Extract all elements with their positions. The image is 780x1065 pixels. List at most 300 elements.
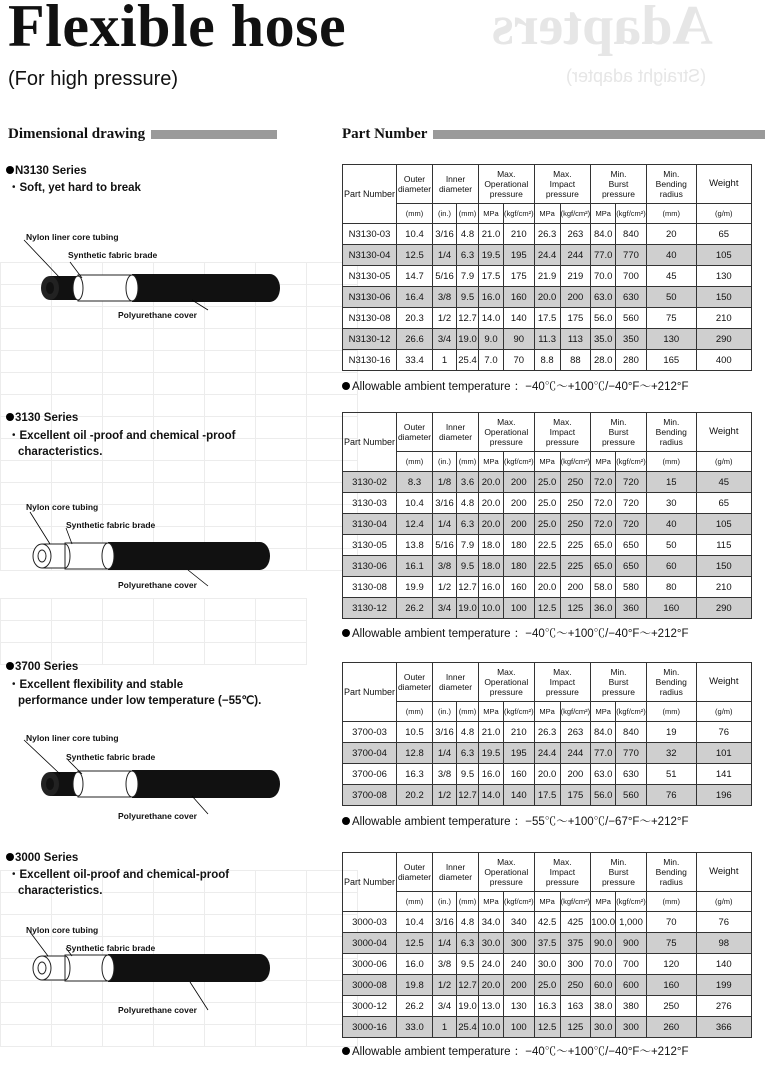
series-title [6, 852, 78, 864]
part-number-cell: 3130-03 [343, 493, 397, 514]
part-number-cell: 3130-04 [343, 514, 397, 535]
value-cell: 11.3 [534, 329, 560, 350]
value-cell: 1 [433, 1017, 457, 1038]
value-cell: 9.0 [479, 329, 504, 350]
value-cell: 195 [504, 245, 535, 266]
unit-cell: (mm) [646, 702, 696, 722]
table-row [343, 722, 752, 743]
spec-table [342, 662, 752, 806]
value-cell: 199 [696, 975, 751, 996]
series-description [8, 677, 261, 709]
desc-line: ・Excellent oil -proof and chemical -proof [8, 430, 236, 442]
part-number-cell: 3000-04 [343, 933, 397, 954]
value-cell: 10.4 [397, 912, 433, 933]
value-cell: 20.3 [397, 308, 433, 329]
header-bending-radius [646, 413, 696, 452]
unit-cell: (in.) [433, 892, 457, 912]
value-cell: 25.0 [534, 493, 560, 514]
value-cell: 63.0 [591, 764, 616, 785]
table-row [343, 743, 752, 764]
value-cell: 36.0 [591, 598, 616, 619]
series-name: 3130 Series [15, 412, 79, 424]
value-cell: 56.0 [591, 308, 616, 329]
value-cell: 160 [646, 975, 696, 996]
value-cell: 25.4 [457, 350, 479, 371]
value-cell: 1 [433, 350, 457, 371]
value-cell: 98 [696, 933, 751, 954]
value-cell: 200 [560, 577, 591, 598]
header-line: Max. [553, 667, 572, 677]
value-cell: 4.8 [457, 493, 479, 514]
value-cell: 10.0 [479, 1017, 504, 1038]
desc-line: performance under low temperature (−55℃). [18, 695, 262, 707]
value-cell: 580 [616, 577, 647, 598]
value-cell: 19.5 [479, 245, 504, 266]
table-row [343, 954, 752, 975]
value-cell: 200 [504, 472, 535, 493]
value-cell: 16.4 [397, 287, 433, 308]
value-cell: 6.3 [457, 514, 479, 535]
value-cell: 19 [646, 722, 696, 743]
part-number-cell: N3130-04 [343, 245, 397, 266]
value-cell: 340 [504, 912, 535, 933]
table-row [343, 912, 752, 933]
value-cell: 16.3 [397, 764, 433, 785]
value-cell: 15 [646, 472, 696, 493]
core-tubing-label: Nylon core tubing [26, 925, 99, 935]
value-cell: 770 [616, 743, 647, 764]
value-cell: 12.5 [397, 245, 433, 266]
bullet-icon [342, 817, 350, 825]
value-cell: 30.0 [591, 1017, 616, 1038]
value-cell: 225 [560, 535, 591, 556]
bullet-icon [6, 166, 14, 174]
value-cell: 3.6 [457, 472, 479, 493]
value-cell: 34.0 [479, 912, 504, 933]
fabric-brade-label: Synthetic fabric brade [66, 520, 156, 530]
series-title [6, 165, 87, 177]
value-cell: 195 [504, 743, 535, 764]
header-line: Inner [445, 672, 466, 682]
value-cell: 1/4 [433, 514, 457, 535]
value-cell: 25.0 [534, 472, 560, 493]
unit-cell: (mm) [646, 204, 696, 224]
value-cell: 16.0 [397, 954, 433, 975]
unit-cell: (kgf/cm²) [504, 892, 535, 912]
unit-cell: (kgf/cm²) [504, 452, 535, 472]
ambient-temperature-note [342, 1043, 689, 1059]
series-name: N3130 Series [15, 165, 87, 177]
part-number-cell: 3700-03 [343, 722, 397, 743]
value-cell: 75 [646, 308, 696, 329]
unit-cell: (kgf/cm²) [504, 702, 535, 722]
unit-cell: (kgf/cm²) [504, 204, 535, 224]
value-cell: 250 [560, 493, 591, 514]
value-cell: 10.5 [397, 722, 433, 743]
header-line: Operational pressure [484, 427, 529, 447]
ghost-adapters-subtitle: (Straight adapter) [566, 66, 707, 86]
table-row [343, 577, 752, 598]
value-cell: 12.7 [457, 308, 479, 329]
header-line: Outer [403, 672, 426, 682]
unit-cell: (g/m) [696, 892, 751, 912]
value-cell: 35.0 [591, 329, 616, 350]
header-part-number: Part Number [343, 413, 397, 472]
value-cell: 40 [646, 245, 696, 266]
value-cell: 7.0 [479, 350, 504, 371]
value-cell: 3/16 [433, 912, 457, 933]
value-cell: 225 [560, 556, 591, 577]
value-cell: 40 [646, 514, 696, 535]
value-cell: 26.6 [397, 329, 433, 350]
header-line: Max. [497, 667, 516, 677]
value-cell: 263 [560, 722, 591, 743]
part-number-cell: N3130-12 [343, 329, 397, 350]
part-number-cell: 3000-16 [343, 1017, 397, 1038]
header-burst-pressure [591, 165, 647, 204]
value-cell: 88 [560, 350, 591, 371]
unit-cell: (mm) [457, 892, 479, 912]
value-cell: 12.7 [457, 975, 479, 996]
value-cell: 10.0 [479, 598, 504, 619]
value-cell: 65.0 [591, 556, 616, 577]
part-number-cell: 3000-06 [343, 954, 397, 975]
header-line: Min. [663, 667, 680, 677]
value-cell: 9.5 [457, 954, 479, 975]
table-units-row [343, 892, 752, 912]
value-cell: 6.3 [457, 245, 479, 266]
header-line: diameter [438, 184, 473, 194]
value-cell: 77.0 [591, 245, 616, 266]
value-cell: 38.0 [591, 996, 616, 1017]
value-cell: 60 [646, 556, 696, 577]
value-cell: 9.5 [457, 556, 479, 577]
value-cell: 1/2 [433, 577, 457, 598]
value-cell: 630 [616, 764, 647, 785]
value-cell: 72.0 [591, 493, 616, 514]
header-line: diameter [438, 682, 473, 692]
core-tubing-label: Nylon core tubing [26, 502, 99, 512]
table-row [343, 329, 752, 350]
value-cell: 12.5 [397, 933, 433, 954]
value-cell: 17.5 [534, 785, 560, 806]
value-cell: 8.8 [534, 350, 560, 371]
unit-cell: (in.) [433, 702, 457, 722]
value-cell: 210 [504, 224, 535, 245]
value-cell: 105 [696, 514, 751, 535]
value-cell: 19.0 [457, 598, 479, 619]
value-cell: 425 [560, 912, 591, 933]
unit-cell: (kgf/cm²) [616, 452, 647, 472]
value-cell: 90 [504, 329, 535, 350]
value-cell: 210 [696, 308, 751, 329]
unit-cell: (mm) [457, 204, 479, 224]
value-cell: 150 [696, 556, 751, 577]
value-cell: 72.0 [591, 472, 616, 493]
value-cell: 240 [504, 954, 535, 975]
value-cell: 65 [696, 493, 751, 514]
value-cell: 65.0 [591, 535, 616, 556]
header-inner-diameter [433, 853, 479, 892]
value-cell: 5/16 [433, 535, 457, 556]
header-line: Min. [610, 169, 627, 179]
unit-cell: MPa [479, 892, 504, 912]
value-cell: 180 [504, 535, 535, 556]
desc-line: characteristics. [18, 446, 103, 458]
value-cell: 150 [696, 287, 751, 308]
series-name: 3000 Series [15, 852, 79, 864]
value-cell: 250 [646, 996, 696, 1017]
value-cell: 1,000 [616, 912, 647, 933]
part-number-cell: 3130-02 [343, 472, 397, 493]
value-cell: 210 [504, 722, 535, 743]
value-cell: 1/2 [433, 975, 457, 996]
value-cell: 1/4 [433, 933, 457, 954]
part-number-cell: N3130-06 [343, 287, 397, 308]
value-cell: 58.0 [591, 577, 616, 598]
header-burst-pressure [591, 853, 647, 892]
header-inner-diameter [433, 165, 479, 204]
part-number-heading [342, 126, 765, 143]
value-cell: 37.5 [534, 933, 560, 954]
value-cell: 65 [696, 224, 751, 245]
unit-cell: (kgf/cm²) [560, 204, 591, 224]
value-cell: 250 [560, 975, 591, 996]
value-cell: 560 [616, 785, 647, 806]
value-cell: 4.8 [457, 224, 479, 245]
part-number-cell: N3130-16 [343, 350, 397, 371]
value-cell: 17.5 [534, 308, 560, 329]
header-line: Inner [445, 862, 466, 872]
value-cell: 33.4 [397, 350, 433, 371]
value-cell: 120 [646, 954, 696, 975]
unit-cell: (kgf/cm²) [560, 702, 591, 722]
value-cell: 160 [504, 287, 535, 308]
header-line: Operational pressure [484, 867, 529, 887]
spec-table [342, 852, 752, 1038]
header-part-number: Part Number [343, 165, 397, 224]
header-bending-radius [646, 663, 696, 702]
unit-cell: MPa [591, 204, 616, 224]
fabric-brade-label: Synthetic fabric brade [66, 752, 156, 762]
unit-cell: (mm) [457, 702, 479, 722]
value-cell: 21.0 [479, 722, 504, 743]
table-row [343, 996, 752, 1017]
header-line: diameter [438, 432, 473, 442]
bullet-icon [342, 1047, 350, 1055]
unit-cell: (mm) [646, 452, 696, 472]
table-header-row [343, 413, 752, 452]
bullet-icon [6, 853, 14, 861]
cover-label: Polyurethane cover [118, 811, 197, 821]
value-cell: 76 [696, 722, 751, 743]
part-number-cell: 3130-06 [343, 556, 397, 577]
header-line: Inner [445, 174, 466, 184]
heading-bar [151, 130, 277, 139]
unit-cell: (kgf/cm²) [560, 452, 591, 472]
value-cell: 56.0 [591, 785, 616, 806]
value-cell: 84.0 [591, 224, 616, 245]
heading-bar [433, 130, 765, 139]
part-number-cell: 3700-04 [343, 743, 397, 764]
value-cell: 13.8 [397, 535, 433, 556]
table-row [343, 1017, 752, 1038]
value-cell: 24.4 [534, 245, 560, 266]
value-cell: 175 [560, 308, 591, 329]
value-cell: 30.0 [479, 933, 504, 954]
value-cell: 770 [616, 245, 647, 266]
series-description [8, 867, 229, 899]
spec-table [342, 164, 752, 371]
header-line: Outer [403, 862, 426, 872]
header-line: Max. [553, 857, 572, 867]
value-cell: 720 [616, 514, 647, 535]
unit-cell: (mm) [397, 204, 433, 224]
value-cell: 19.0 [457, 329, 479, 350]
value-cell: 7.9 [457, 535, 479, 556]
value-cell: 20.2 [397, 785, 433, 806]
value-cell: 16.0 [479, 287, 504, 308]
unit-cell: (mm) [397, 702, 433, 722]
table-row [343, 556, 752, 577]
value-cell: 180 [504, 556, 535, 577]
ghost-background-table-2 [0, 598, 307, 665]
part-number-cell: 3000-03 [343, 912, 397, 933]
value-cell: 290 [696, 329, 751, 350]
value-cell: 630 [616, 287, 647, 308]
header-line: diameter [438, 872, 473, 882]
table-row [343, 764, 752, 785]
header-line: Burst pressure [601, 427, 636, 447]
value-cell: 3/8 [433, 287, 457, 308]
desc-line: ・Excellent oil-proof and chemical-proof [8, 869, 230, 881]
value-cell: 3/8 [433, 764, 457, 785]
header-weight: Weight [696, 663, 751, 702]
ambient-temperature-note [342, 813, 689, 829]
value-cell: 26.2 [397, 598, 433, 619]
header-line: diameter [397, 432, 432, 442]
value-cell: 24.0 [479, 954, 504, 975]
desc-line: ・Excellent flexibility and stable [8, 679, 184, 691]
ambient-text: Allowable ambient temperature ：−40℃〜+100℃/−40°F〜+212°F [352, 381, 689, 393]
header-part-number: Part Number [343, 663, 397, 722]
table-row [343, 493, 752, 514]
unit-cell: (g/m) [696, 702, 751, 722]
table-row [343, 224, 752, 245]
value-cell: 3/16 [433, 224, 457, 245]
value-cell: 130 [504, 996, 535, 1017]
desc-line: ・Soft, yet hard to break [8, 182, 141, 194]
value-cell: 366 [696, 1017, 751, 1038]
value-cell: 25.4 [457, 1017, 479, 1038]
unit-cell: (kgf/cm²) [560, 892, 591, 912]
unit-cell: MPa [534, 892, 560, 912]
value-cell: 1/2 [433, 785, 457, 806]
value-cell: 900 [616, 933, 647, 954]
value-cell: 3/16 [433, 493, 457, 514]
value-cell: 3/8 [433, 954, 457, 975]
unit-cell: (in.) [433, 204, 457, 224]
header-line: Outer [403, 422, 426, 432]
dimensional-drawing-heading [8, 126, 277, 143]
spec-table [342, 412, 752, 619]
header-line: Bending radius [655, 867, 687, 887]
unit-cell: (mm) [646, 892, 696, 912]
part-number-cell: 3700-06 [343, 764, 397, 785]
value-cell: 12.4 [397, 514, 433, 535]
value-cell: 560 [616, 308, 647, 329]
value-cell: 13.0 [479, 996, 504, 1017]
part-number-cell: 3000-12 [343, 996, 397, 1017]
unit-cell: MPa [591, 892, 616, 912]
value-cell: 76 [646, 785, 696, 806]
value-cell: 219 [560, 266, 591, 287]
series-title [6, 412, 78, 424]
value-cell: 160 [504, 577, 535, 598]
table-units-row [343, 702, 752, 722]
value-cell: 140 [504, 785, 535, 806]
value-cell: 17.5 [479, 266, 504, 287]
unit-cell: MPa [479, 204, 504, 224]
value-cell: 3/16 [433, 722, 457, 743]
value-cell: 16.0 [479, 577, 504, 598]
value-cell: 19.8 [397, 975, 433, 996]
series-name: 3700 Series [15, 661, 79, 673]
value-cell: 101 [696, 743, 751, 764]
header-line: Min. [663, 857, 680, 867]
value-cell: 60.0 [591, 975, 616, 996]
value-cell: 140 [504, 308, 535, 329]
header-bending-radius [646, 853, 696, 892]
part-number-cell: 3000-08 [343, 975, 397, 996]
value-cell: 70.0 [591, 954, 616, 975]
part-number-cell: N3130-05 [343, 266, 397, 287]
unit-cell: (kgf/cm²) [616, 204, 647, 224]
table-row [343, 785, 752, 806]
value-cell: 25.0 [534, 975, 560, 996]
ambient-temperature-note [342, 625, 689, 641]
value-cell: 105 [696, 245, 751, 266]
header-line: Bending radius [655, 677, 687, 697]
value-cell: 380 [616, 996, 647, 1017]
header-line: Min. [610, 857, 627, 867]
header-outer-diameter [397, 413, 433, 452]
value-cell: 263 [560, 224, 591, 245]
value-cell: 28.0 [591, 350, 616, 371]
value-cell: 200 [504, 493, 535, 514]
header-line: Impact pressure [545, 677, 579, 697]
value-cell: 72.0 [591, 514, 616, 535]
value-cell: 175 [504, 266, 535, 287]
table-header-row [343, 663, 752, 702]
series-description [8, 180, 141, 196]
value-cell: 6.3 [457, 743, 479, 764]
ghost-adapters-title: Adapters [492, 0, 713, 57]
dimensional-drawing-label: Dimensional drawing [8, 126, 146, 142]
bullet-icon [342, 629, 350, 637]
value-cell: 100 [504, 598, 535, 619]
header-line: Min. [663, 417, 680, 427]
value-cell: 63.0 [591, 287, 616, 308]
value-cell: 16.3 [534, 996, 560, 1017]
value-cell: 650 [616, 556, 647, 577]
header-weight: Weight [696, 413, 751, 452]
table-row [343, 535, 752, 556]
value-cell: 20.0 [479, 975, 504, 996]
page-subtitle: (For high pressure) [8, 68, 179, 90]
ambient-text: Allowable ambient temperature ：−40℃〜+100℃/−40°F〜+212°F [352, 628, 689, 640]
value-cell: 9.5 [457, 764, 479, 785]
